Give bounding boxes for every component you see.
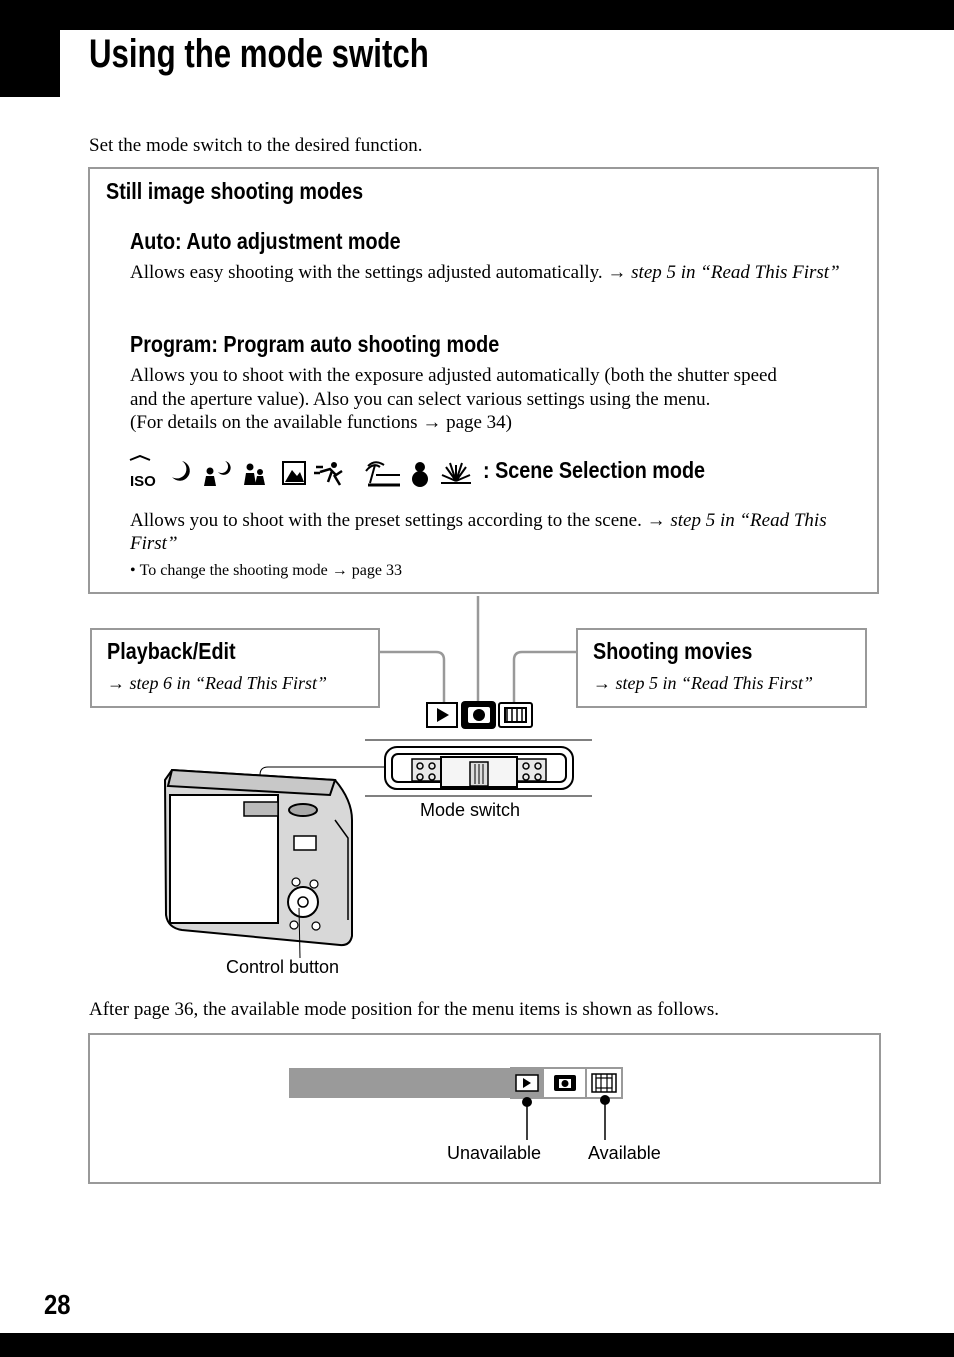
snow-icon [412,462,428,487]
landscape-icon [283,462,305,484]
movie-title: Shooting movies [593,638,753,664]
mode-switch-detail [385,747,573,789]
scene-title: : Scene Selection mode [483,457,706,483]
arrow-icon: → [646,510,666,531]
still-heading: Still image shooting modes [106,178,364,204]
title-tab [0,0,60,97]
scene-bullet: • To change the shooting mode → page 33 [130,562,402,579]
scene-icons-row [128,455,480,491]
soft-snap-icon [244,464,265,486]
arrow-icon: → [331,562,348,579]
control-button-label: Control button [226,957,340,977]
program-line-3: (For details on the available functions → page 34) [130,412,513,433]
auto-text: Allows easy shooting with the settings adjusted automatically. → step 5 in “Read This First” [130,262,840,283]
fast-shutter-icon [314,462,342,485]
legend-camera-icon [554,1075,576,1091]
arrow-icon: → [593,673,611,693]
auto-title: Auto: Auto adjustment mode [130,228,401,254]
after-text: After page 36, the available mode position for the menu items is shown as follows. [89,999,720,1020]
bullet-icon: • [130,562,140,579]
playback-ref: → step 6 in “Read This First” [107,673,328,693]
mode-switch-diagram [0,590,954,990]
page-title: Using the mode switch [89,32,429,76]
arrow-icon: → [107,673,125,693]
legend-unavailable-label: Unavailable [447,1143,542,1163]
mode-switch-label: Mode switch [420,800,521,820]
playback-title: Playback/Edit [107,638,236,664]
intro-text: Set the mode switch to the desired function. [89,135,423,156]
camera-mode-icon [461,701,496,729]
page-number: 28 [44,1289,71,1320]
fireworks-icon [441,463,471,483]
legend-movie-icon [592,1074,616,1092]
movie-ref: → step 5 in “Read This First” [593,673,814,693]
program-line-1: Allows you to shoot with the exposure adjusted automatically (both the shutter speed [130,365,777,386]
iso-icon [130,456,156,490]
legend-playback-icon [511,1068,544,1098]
program-title: Program: Program auto shooting mode [130,331,500,357]
playback-mode-icon [427,703,457,727]
twilight-portrait-icon [204,461,231,486]
scene-text: Allows you to shoot with the preset settings according to the scene. → step 5 in “Read This First” [130,510,827,554]
legend-available-label: Available [588,1143,661,1163]
mode-legend [280,1060,640,1150]
camera-illustration [165,770,352,945]
movie-mode-icon [499,703,532,727]
twilight-icon [172,461,190,481]
svg-text:ISO: ISO [130,473,156,490]
top-bar [0,0,954,30]
bottom-bar [0,1333,954,1357]
beach-icon [366,462,400,485]
arrow-icon: → [422,412,442,433]
program-line-2: and the aperture value). Also you can select various settings using the menu. [130,389,711,410]
arrow-icon: → [607,262,627,283]
